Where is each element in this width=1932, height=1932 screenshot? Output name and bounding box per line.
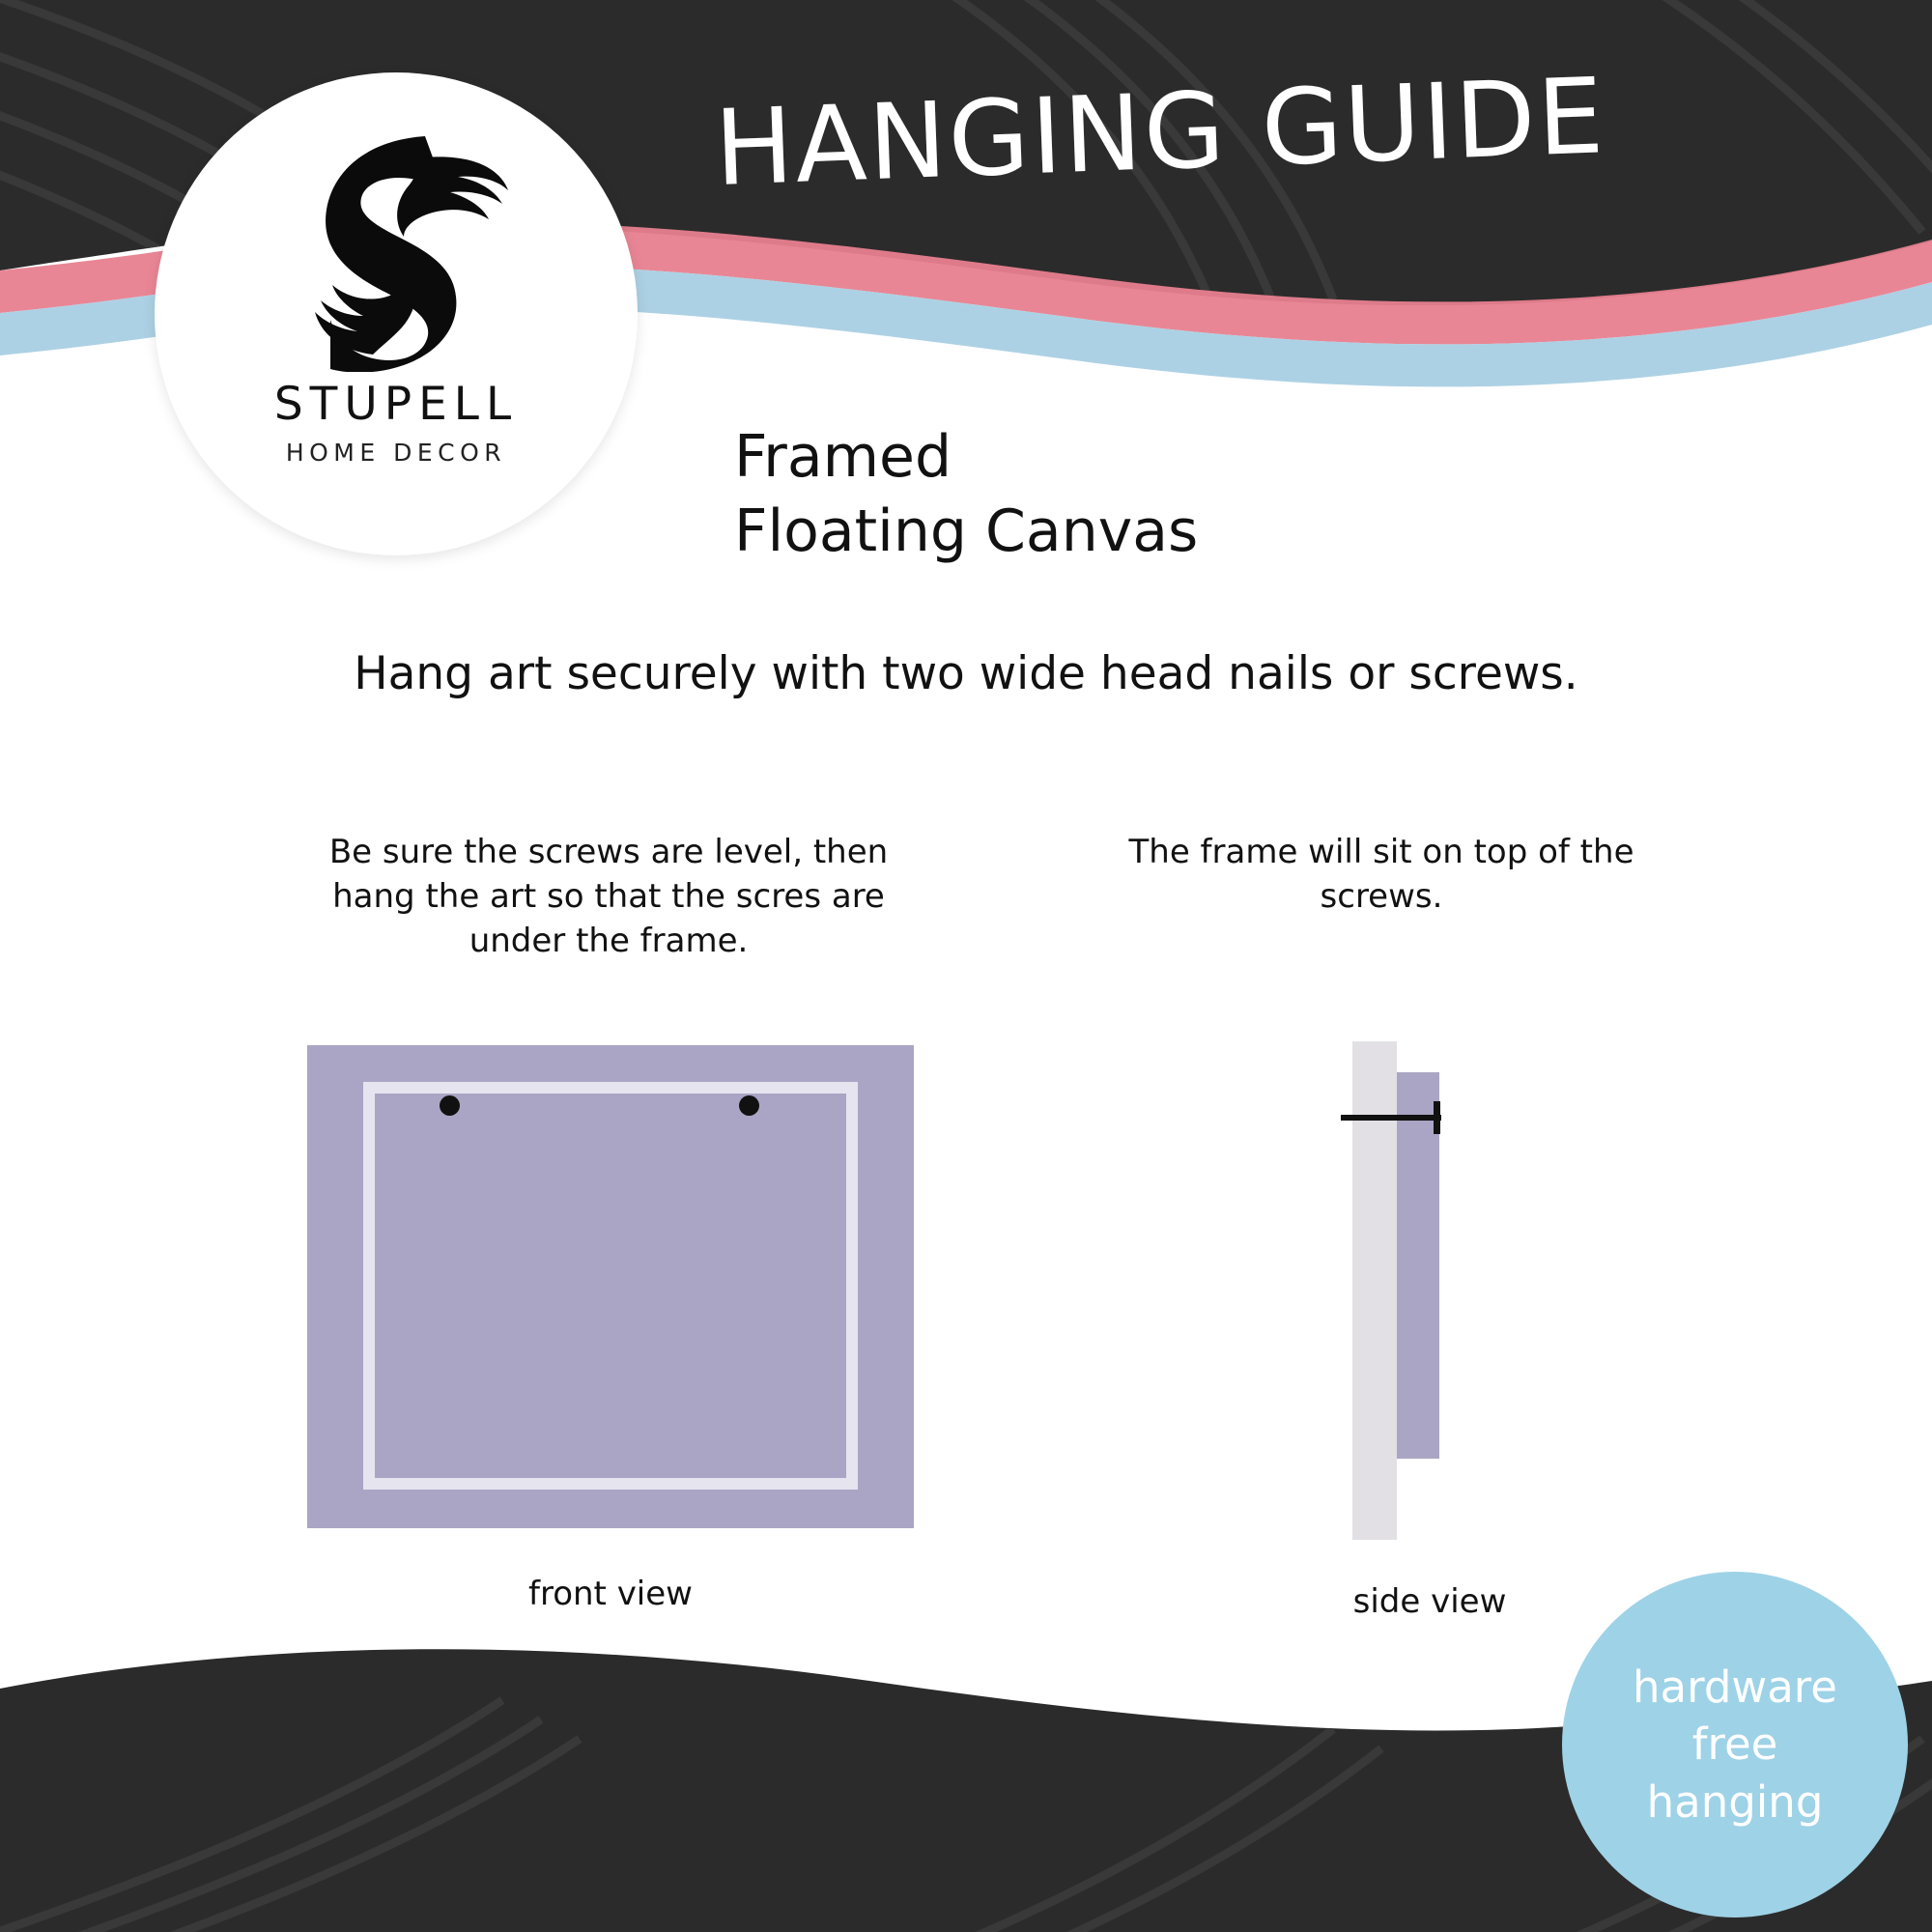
side-view-screw-head-icon (1434, 1101, 1440, 1134)
front-view-column (290, 831, 927, 964)
badge-line-3: hanging (1646, 1776, 1824, 1828)
stupell-swirl-logo-icon (280, 130, 512, 372)
intro-instruction: Hang art securely with two wide head nails or screws. (354, 647, 1578, 700)
badge-line-2: free (1691, 1719, 1778, 1771)
front-view-caption: Be sure the screws are level, then hang the art so that the scres are under the frame. (328, 833, 889, 960)
front-view-diagram (307, 1045, 914, 1528)
product-name-line1: Framed (734, 423, 952, 491)
side-view-screw-icon (1341, 1115, 1441, 1121)
front-view-canvas (375, 1094, 846, 1478)
logo-brand-name: STUPELL (273, 378, 519, 431)
logo-brand-subtitle: HOME DECOR (285, 439, 507, 467)
side-view-column (1111, 831, 1652, 920)
screw-dot-left-icon (440, 1095, 460, 1116)
side-view-caption: The frame will sit on top of the screws. (1128, 833, 1634, 916)
badge-line-1: hardware (1633, 1661, 1837, 1713)
page-title: HANGING GUIDE (712, 56, 1607, 210)
brand-logo (155, 72, 638, 555)
front-view-label: front view (528, 1575, 693, 1613)
product-name-line2: Floating Canvas (734, 497, 1199, 565)
screw-dot-right-icon (739, 1095, 759, 1116)
product-name (734, 420, 1198, 569)
front-view-mat (363, 1082, 858, 1490)
hardware-free-badge (1562, 1572, 1908, 1918)
side-view-label: side view (1352, 1582, 1507, 1621)
